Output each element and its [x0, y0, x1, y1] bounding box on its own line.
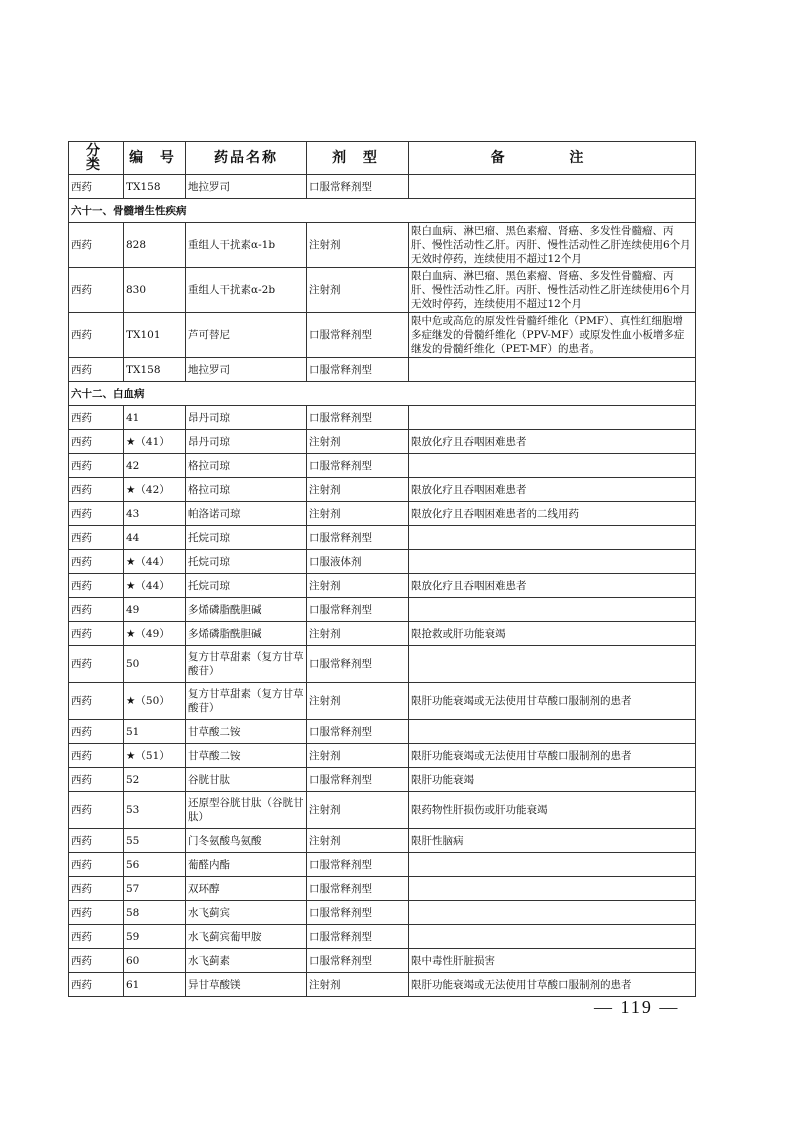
drug-list-table — [68, 141, 696, 997]
cell-remark: 限肝功能衰竭 — [409, 768, 696, 792]
cell-code: 44 — [124, 526, 186, 550]
cell-category: 西药 — [69, 877, 124, 901]
cell-name: 重组人干扰素α-2b — [186, 268, 307, 313]
cell-form: 口服常释剂型 — [307, 598, 409, 622]
cell-remark: 限中危或高危的原发性骨髓纤维化（PMF）、真性红细胞增多症继发的骨髓纤维化（PPV-MF）或原发性血小板增多症继发的骨髓纤维化（PET-MF）的患者。 — [409, 313, 696, 358]
cell-remark — [409, 358, 696, 382]
table-row — [69, 502, 696, 526]
page-number: — 119 — — [594, 997, 680, 1017]
cell-remark: 限放化疗且吞咽困难患者 — [409, 478, 696, 502]
header-form: 剂 型 — [307, 142, 409, 175]
cell-form: 口服常释剂型 — [307, 646, 409, 683]
cell-name: 托烷司琼 — [186, 550, 307, 574]
cell-name: 双环醇 — [186, 877, 307, 901]
table-row — [69, 877, 696, 901]
cell-form: 口服常释剂型 — [307, 768, 409, 792]
cell-code: 42 — [124, 454, 186, 478]
cell-name: 托烷司琼 — [186, 526, 307, 550]
table-row — [69, 853, 696, 877]
cell-remark: 限肝功能衰竭或无法使用甘草酸口服制剂的患者 — [409, 744, 696, 768]
cell-name: 昂丹司琼 — [186, 406, 307, 430]
cell-remark — [409, 175, 696, 199]
cell-category: 西药 — [69, 622, 124, 646]
cell-category: 西药 — [69, 768, 124, 792]
cell-category: 西药 — [69, 358, 124, 382]
cell-code: 59 — [124, 925, 186, 949]
table-row — [69, 901, 696, 925]
cell-category: 西药 — [69, 526, 124, 550]
cell-category: 西药 — [69, 792, 124, 829]
cell-category: 西药 — [69, 550, 124, 574]
cell-form: 口服常释剂型 — [307, 720, 409, 744]
table-row — [69, 478, 696, 502]
table-row — [69, 268, 696, 313]
cell-name: 芦可替尼 — [186, 313, 307, 358]
cell-category: 西药 — [69, 829, 124, 853]
cell-remark — [409, 526, 696, 550]
cell-remark: 限放化疗且吞咽困难患者 — [409, 430, 696, 454]
table-row — [69, 949, 696, 973]
cell-form: 口服常释剂型 — [307, 901, 409, 925]
table-row — [69, 720, 696, 744]
cell-form: 口服常释剂型 — [307, 925, 409, 949]
cell-name: 水飞蓟素 — [186, 949, 307, 973]
cell-form: 注射剂 — [307, 223, 409, 268]
cell-form: 注射剂 — [307, 683, 409, 720]
cell-remark: 限白血病、淋巴瘤、黑色素瘤、肾癌、多发性骨髓瘤、丙肝、慢性活动性乙肝。丙肝、慢性活动性乙肝连续使用6个月无效时停药，连续使用不超过12个月 — [409, 268, 696, 313]
cell-code: 60 — [124, 949, 186, 973]
cell-remark — [409, 550, 696, 574]
cell-form: 注射剂 — [307, 574, 409, 598]
cell-code: ★（51） — [124, 744, 186, 768]
cell-code: TX158 — [124, 358, 186, 382]
cell-name: 还原型谷胱甘肽（谷胱甘肽） — [186, 792, 307, 829]
cell-category: 西药 — [69, 223, 124, 268]
cell-remark — [409, 877, 696, 901]
cell-remark: 限肝功能衰竭或无法使用甘草酸口服制剂的患者 — [409, 973, 696, 997]
cell-remark: 限药物性肝损伤或肝功能衰竭 — [409, 792, 696, 829]
cell-name: 谷胱甘肽 — [186, 768, 307, 792]
cell-form: 注射剂 — [307, 268, 409, 313]
section-header-row — [69, 382, 696, 406]
cell-name: 昂丹司琼 — [186, 430, 307, 454]
cell-code: 52 — [124, 768, 186, 792]
cell-code: ★（49） — [124, 622, 186, 646]
table-row — [69, 358, 696, 382]
cell-code: 57 — [124, 877, 186, 901]
cell-category: 西药 — [69, 744, 124, 768]
cell-form: 口服液体剂 — [307, 550, 409, 574]
cell-code: 41 — [124, 406, 186, 430]
cell-category: 西药 — [69, 973, 124, 997]
cell-category: 西药 — [69, 502, 124, 526]
cell-category: 西药 — [69, 430, 124, 454]
table-row — [69, 598, 696, 622]
cell-category: 西药 — [69, 853, 124, 877]
cell-remark — [409, 720, 696, 744]
cell-remark — [409, 598, 696, 622]
cell-category: 西药 — [69, 574, 124, 598]
cell-name: 帕洛诺司琼 — [186, 502, 307, 526]
cell-remark — [409, 454, 696, 478]
cell-form: 注射剂 — [307, 973, 409, 997]
table-body — [69, 175, 696, 997]
drug-list-table-container — [68, 141, 695, 997]
cell-remark: 限白血病、淋巴瘤、黑色素瘤、肾癌、多发性骨髓瘤、丙肝、慢性活动性乙肝。丙肝、慢性活动性乙肝连续使用6个月无效时停药，连续使用不超过12个月 — [409, 223, 696, 268]
cell-remark: 限放化疗且吞咽困难患者的二线用药 — [409, 502, 696, 526]
table-row — [69, 430, 696, 454]
table-row — [69, 223, 696, 268]
cell-category: 西药 — [69, 478, 124, 502]
cell-remark: 限肝性脑病 — [409, 829, 696, 853]
cell-code: 828 — [124, 223, 186, 268]
cell-name: 甘草酸二铵 — [186, 720, 307, 744]
cell-form: 口服常释剂型 — [307, 358, 409, 382]
cell-form: 口服常释剂型 — [307, 526, 409, 550]
table-row — [69, 313, 696, 358]
cell-code: 53 — [124, 792, 186, 829]
cell-name: 格拉司琼 — [186, 454, 307, 478]
cell-form: 注射剂 — [307, 792, 409, 829]
cell-remark — [409, 646, 696, 683]
cell-category: 西药 — [69, 646, 124, 683]
header-name: 药品名称 — [186, 142, 307, 175]
cell-name: 水飞蓟宾 — [186, 901, 307, 925]
cell-code: ★（50） — [124, 683, 186, 720]
cell-code: 55 — [124, 829, 186, 853]
cell-name: 复方甘草甜素（复方甘草酸苷） — [186, 646, 307, 683]
cell-remark — [409, 925, 696, 949]
cell-category: 西药 — [69, 454, 124, 478]
cell-remark: 限中毒性肝脏损害 — [409, 949, 696, 973]
cell-category: 西药 — [69, 720, 124, 744]
cell-category: 西药 — [69, 925, 124, 949]
cell-code: 50 — [124, 646, 186, 683]
table-row — [69, 829, 696, 853]
table-row — [69, 792, 696, 829]
cell-form: 口服常释剂型 — [307, 949, 409, 973]
table-row — [69, 454, 696, 478]
cell-name: 葡醛内酯 — [186, 853, 307, 877]
cell-remark — [409, 406, 696, 430]
cell-remark: 限抢救或肝功能衰竭 — [409, 622, 696, 646]
table-row — [69, 925, 696, 949]
table-row — [69, 526, 696, 550]
cell-code: ★（41） — [124, 430, 186, 454]
cell-name: 重组人干扰素α-1b — [186, 223, 307, 268]
cell-form: 口服常释剂型 — [307, 175, 409, 199]
section-title: 六十二、白血病 — [69, 382, 696, 406]
cell-form: 口服常释剂型 — [307, 406, 409, 430]
cell-code: 58 — [124, 901, 186, 925]
cell-remark: 限放化疗且吞咽困难患者 — [409, 574, 696, 598]
table-row — [69, 574, 696, 598]
cell-form: 注射剂 — [307, 622, 409, 646]
cell-form: 注射剂 — [307, 478, 409, 502]
cell-form: 口服常释剂型 — [307, 853, 409, 877]
table-header-row — [69, 142, 696, 175]
cell-category: 西药 — [69, 683, 124, 720]
cell-category: 西药 — [69, 901, 124, 925]
table-row — [69, 406, 696, 430]
table-row — [69, 768, 696, 792]
header-code: 编 号 — [124, 142, 186, 175]
cell-code: 51 — [124, 720, 186, 744]
section-title: 六十一、骨髓增生性疾病 — [69, 199, 696, 223]
cell-name: 水飞蓟宾葡甲胺 — [186, 925, 307, 949]
cell-category: 西药 — [69, 598, 124, 622]
cell-name: 甘草酸二铵 — [186, 744, 307, 768]
cell-code: 830 — [124, 268, 186, 313]
cell-name: 异甘草酸镁 — [186, 973, 307, 997]
cell-form: 注射剂 — [307, 829, 409, 853]
cell-code: TX158 — [124, 175, 186, 199]
cell-name: 地拉罗司 — [186, 358, 307, 382]
cell-name: 多烯磷脂酰胆碱 — [186, 598, 307, 622]
cell-code: ★（42） — [124, 478, 186, 502]
table-row — [69, 744, 696, 768]
cell-code: 43 — [124, 502, 186, 526]
cell-remark — [409, 901, 696, 925]
cell-code: 49 — [124, 598, 186, 622]
cell-name: 复方甘草甜素（复方甘草酸苷） — [186, 683, 307, 720]
table-row — [69, 175, 696, 199]
header-remark: 备 注 — [409, 142, 696, 175]
cell-remark — [409, 853, 696, 877]
cell-name: 托烷司琼 — [186, 574, 307, 598]
cell-form: 注射剂 — [307, 502, 409, 526]
table-row — [69, 622, 696, 646]
table-row — [69, 550, 696, 574]
table-row — [69, 973, 696, 997]
cell-name: 格拉司琼 — [186, 478, 307, 502]
cell-form: 口服常释剂型 — [307, 877, 409, 901]
cell-form: 口服常释剂型 — [307, 454, 409, 478]
cell-category: 西药 — [69, 268, 124, 313]
cell-code: 56 — [124, 853, 186, 877]
header-category: 分 类 — [69, 142, 124, 175]
cell-form: 注射剂 — [307, 744, 409, 768]
table-row — [69, 683, 696, 720]
cell-code: 61 — [124, 973, 186, 997]
cell-category: 西药 — [69, 313, 124, 358]
cell-code: TX101 — [124, 313, 186, 358]
cell-category: 西药 — [69, 175, 124, 199]
cell-remark: 限肝功能衰竭或无法使用甘草酸口服制剂的患者 — [409, 683, 696, 720]
cell-category: 西药 — [69, 949, 124, 973]
cell-code: ★（44） — [124, 550, 186, 574]
cell-name: 多烯磷脂酰胆碱 — [186, 622, 307, 646]
cell-form: 注射剂 — [307, 430, 409, 454]
cell-category: 西药 — [69, 406, 124, 430]
table-row — [69, 646, 696, 683]
cell-code: ★（44） — [124, 574, 186, 598]
section-header-row — [69, 199, 696, 223]
cell-form: 口服常释剂型 — [307, 313, 409, 358]
cell-name: 门冬氨酸鸟氨酸 — [186, 829, 307, 853]
cell-name: 地拉罗司 — [186, 175, 307, 199]
